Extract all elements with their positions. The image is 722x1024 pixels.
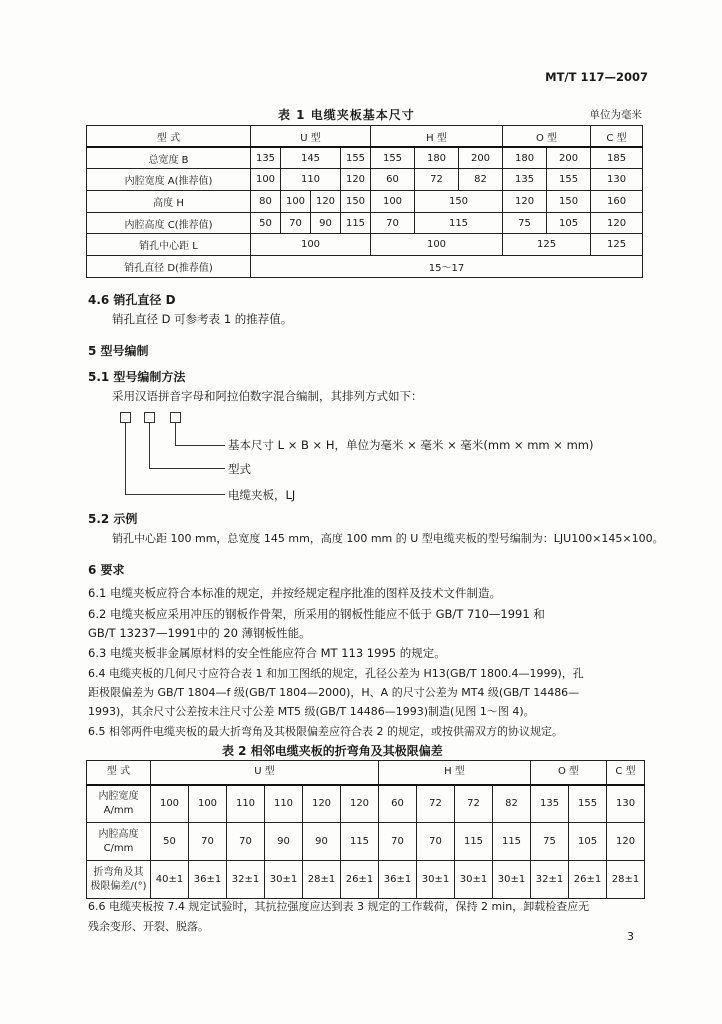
cell: 180 bbox=[415, 147, 459, 169]
para-6-5: 6.5 相邻两件电缆夹板的最大折弯角及其极限偏差应符合表 2 的规定，或按供需双方的协议规定。 bbox=[88, 725, 563, 738]
cell: 110 bbox=[227, 785, 265, 823]
cell: 28±1 bbox=[607, 861, 645, 899]
para-6-3: 6.3 电缆夹板非金属原材料的安全性能应符合 MT 113 1995 的规定。 bbox=[88, 646, 446, 660]
para-6-4-line1: 6.4 电缆夹板的几何尺寸应符合表 1 和加工图纸的规定，孔径公差为 H13(GB/T 1800.4—1999)，孔 bbox=[88, 667, 584, 680]
leader-line bbox=[175, 445, 225, 446]
cell: 120 bbox=[341, 785, 379, 823]
cell: 90 bbox=[265, 823, 303, 861]
cell: 130 bbox=[591, 169, 643, 191]
leader-line bbox=[175, 423, 176, 445]
table1-row bbox=[87, 256, 643, 278]
cell: 28±1 bbox=[303, 861, 341, 899]
cell: 100 bbox=[251, 234, 371, 256]
diagram-label-size: 基本尺寸 L × B × H，单位为毫米 × 毫米 × 毫米(mm × mm × mm) bbox=[228, 438, 594, 452]
cell: 36±1 bbox=[189, 861, 227, 899]
row-label: 总宽度 B bbox=[87, 147, 251, 169]
code-box-product bbox=[120, 412, 131, 423]
row-label: 内腔宽度 A(推荐值) bbox=[87, 169, 251, 191]
cell: 120 bbox=[311, 191, 341, 213]
cell: 75 bbox=[531, 823, 569, 861]
cell: 120 bbox=[607, 823, 645, 861]
table1-row bbox=[87, 169, 643, 191]
row-label: 销孔中心距 L bbox=[87, 234, 251, 256]
cell: 105 bbox=[569, 823, 607, 861]
cell: 26±1 bbox=[341, 861, 379, 899]
cell: 120 bbox=[303, 785, 341, 823]
table1-unit: 单位为毫米 bbox=[589, 109, 642, 121]
table2 bbox=[86, 760, 645, 899]
cell: 135 bbox=[503, 169, 547, 191]
cell: 120 bbox=[503, 191, 547, 213]
table1 bbox=[86, 125, 643, 278]
cell: 110 bbox=[281, 169, 341, 191]
row-label: 高度 H bbox=[87, 191, 251, 213]
table1-header-row bbox=[87, 126, 643, 148]
cell: 30±1 bbox=[417, 861, 455, 899]
cell: 72 bbox=[415, 169, 459, 191]
table1-head-u: U 型 bbox=[251, 126, 371, 148]
cell: 30±1 bbox=[455, 861, 493, 899]
cell: 70 bbox=[371, 212, 415, 234]
cell: 26±1 bbox=[569, 861, 607, 899]
table1-head-o: O 型 bbox=[503, 126, 591, 148]
cell: 105 bbox=[547, 212, 591, 234]
diagram-label-type: 型式 bbox=[228, 462, 251, 476]
table2-head-u: U 型 bbox=[151, 761, 379, 785]
cell: 100 bbox=[151, 785, 189, 823]
cell: 150 bbox=[547, 191, 591, 213]
table1-head-c: C 型 bbox=[591, 126, 643, 148]
section-5-1-title: 5.1 型号编制方法 bbox=[88, 370, 186, 384]
cell: 130 bbox=[607, 785, 645, 823]
table2-head-o: O 型 bbox=[531, 761, 607, 785]
code-box-type bbox=[144, 412, 155, 423]
cell: 50 bbox=[251, 212, 281, 234]
standard-number: MT/T 117—2007 bbox=[545, 70, 648, 84]
table1-head-type: 型 式 bbox=[87, 126, 251, 148]
para-6-6-line2: 残余变形、开裂、脱落。 bbox=[88, 920, 209, 933]
row-label: 内腔高度 C(推荐值) bbox=[87, 212, 251, 234]
cell: 70 bbox=[379, 823, 417, 861]
row-label bbox=[87, 823, 151, 861]
row-label bbox=[87, 785, 151, 823]
diagram-label-product: 电缆夹板，LJ bbox=[228, 488, 296, 502]
table2-head-type: 型 式 bbox=[87, 761, 151, 785]
section-5-1-body: 采用汉语拼音字母和阿拉伯数字混合编制，其排列方式如下： bbox=[112, 389, 423, 403]
table1-row bbox=[87, 191, 643, 213]
cell: 115 bbox=[493, 823, 531, 861]
table2-row-height bbox=[87, 823, 645, 861]
cell: 125 bbox=[503, 234, 591, 256]
label-line: 内腔高度 bbox=[98, 828, 139, 840]
table1-head-h: H 型 bbox=[371, 126, 503, 148]
table1-row bbox=[87, 212, 643, 234]
cell: 82 bbox=[493, 785, 531, 823]
cell: 135 bbox=[251, 147, 281, 169]
label-line: 内腔宽度 bbox=[98, 790, 139, 802]
cell: 145 bbox=[281, 147, 341, 169]
cell: 120 bbox=[591, 212, 643, 234]
cell: 60 bbox=[371, 169, 415, 191]
table2-row-angle bbox=[87, 861, 645, 899]
cell: 70 bbox=[227, 823, 265, 861]
cell: 32±1 bbox=[531, 861, 569, 899]
section-4-6-title: 4.6 销孔直径 D bbox=[88, 293, 176, 307]
cell: 70 bbox=[189, 823, 227, 861]
cell: 30±1 bbox=[493, 861, 531, 899]
table1-row bbox=[87, 234, 643, 256]
para-6-2-line2: GB/T 13237—1991中的 20 薄钢板性能。 bbox=[88, 626, 311, 640]
cell: 115 bbox=[341, 212, 371, 234]
cell: 115 bbox=[415, 212, 503, 234]
label-line: 极限偏差/(°) bbox=[90, 880, 147, 892]
cell: 150 bbox=[415, 191, 503, 213]
cell: 60 bbox=[379, 785, 417, 823]
table2-header-row bbox=[87, 761, 645, 785]
table2-head-c: C 型 bbox=[607, 761, 645, 785]
cell: 200 bbox=[459, 147, 503, 169]
cell: 15～17 bbox=[251, 256, 643, 278]
cell: 90 bbox=[303, 823, 341, 861]
code-box-size bbox=[170, 412, 181, 423]
cell: 120 bbox=[341, 169, 371, 191]
para-6-2-line1: 6.2 电缆夹板应采用冲压的钢板作骨架，所采用的钢板性能应不低于 GB/T 710—1991 和 bbox=[88, 607, 545, 621]
cell: 100 bbox=[281, 191, 311, 213]
cell: 200 bbox=[547, 147, 591, 169]
row-label bbox=[87, 861, 151, 899]
label-line: C/mm bbox=[103, 842, 134, 854]
cell: 36±1 bbox=[379, 861, 417, 899]
para-6-4-line3: 1993)，其余尺寸公差按未注尺寸公差 MT5 级(GB/T 14486—1993)制造(见图 1～图 4)。 bbox=[88, 705, 535, 718]
leader-line bbox=[149, 423, 150, 468]
cell: 30±1 bbox=[265, 861, 303, 899]
table1-row bbox=[87, 147, 643, 169]
section-5-2-body: 销孔中心距 100 mm，总宽度 145 mm，高度 100 mm 的 U 型电缆夹板的型号编制为：LJU100×145×100。 bbox=[112, 532, 664, 545]
cell: 32±1 bbox=[227, 861, 265, 899]
cell: 150 bbox=[341, 191, 371, 213]
cell: 160 bbox=[591, 191, 643, 213]
page-number: 3 bbox=[627, 930, 634, 943]
table2-head-h: H 型 bbox=[379, 761, 531, 785]
cell: 72 bbox=[455, 785, 493, 823]
cell: 70 bbox=[281, 212, 311, 234]
table2-caption: 表 2 相邻电缆夹板的折弯角及其极限偏差 bbox=[222, 744, 443, 758]
cell: 180 bbox=[503, 147, 547, 169]
leader-line bbox=[125, 494, 225, 495]
leader-line bbox=[125, 423, 126, 494]
cell: 115 bbox=[341, 823, 379, 861]
cell: 155 bbox=[371, 147, 415, 169]
leader-line bbox=[149, 468, 225, 469]
section-5-title: 5 型号编制 bbox=[88, 344, 149, 358]
cell: 125 bbox=[591, 234, 643, 256]
cell: 110 bbox=[265, 785, 303, 823]
label-line: A/mm bbox=[103, 804, 134, 816]
cell: 100 bbox=[251, 169, 281, 191]
cell: 70 bbox=[417, 823, 455, 861]
table1-caption: 表 1 电缆夹板基本尺寸 bbox=[278, 108, 415, 122]
cell: 155 bbox=[341, 147, 371, 169]
cell: 75 bbox=[503, 212, 547, 234]
section-6-title: 6 要求 bbox=[88, 563, 125, 577]
para-6-4-line2: 距极限偏差为 GB/T 1804—f 级(GB/T 1804—2000)，H、A 的尺寸公差为 MT4 级(GB/T 14486— bbox=[88, 686, 580, 699]
cell: 135 bbox=[531, 785, 569, 823]
cell: 100 bbox=[371, 191, 415, 213]
cell: 90 bbox=[311, 212, 341, 234]
para-6-6-line1: 6.6 电缆夹板按 7.4 规定试验时，其抗拉强度应达到表 3 规定的工作载荷，保持 2 min，卸载检查应无 bbox=[88, 900, 590, 913]
cell: 115 bbox=[455, 823, 493, 861]
cell: 80 bbox=[251, 191, 281, 213]
cell: 100 bbox=[189, 785, 227, 823]
cell: 72 bbox=[417, 785, 455, 823]
cell: 185 bbox=[591, 147, 643, 169]
cell: 82 bbox=[459, 169, 503, 191]
cell: 50 bbox=[151, 823, 189, 861]
label-line: 折弯角及其 bbox=[93, 866, 144, 878]
cell: 155 bbox=[569, 785, 607, 823]
row-label: 销孔直径 D(推荐值) bbox=[87, 256, 251, 278]
cell: 155 bbox=[547, 169, 591, 191]
section-4-6-body: 销孔直径 D 可参考表 1 的推荐值。 bbox=[112, 312, 293, 326]
para-6-1: 6.1 电缆夹板应符合本标准的规定，并按经规定程序批准的图样及技术文件制造。 bbox=[88, 586, 501, 600]
cell: 40±1 bbox=[151, 861, 189, 899]
cell: 100 bbox=[371, 234, 503, 256]
section-5-2-title: 5.2 示例 bbox=[88, 512, 138, 526]
table2-row-width bbox=[87, 785, 645, 823]
